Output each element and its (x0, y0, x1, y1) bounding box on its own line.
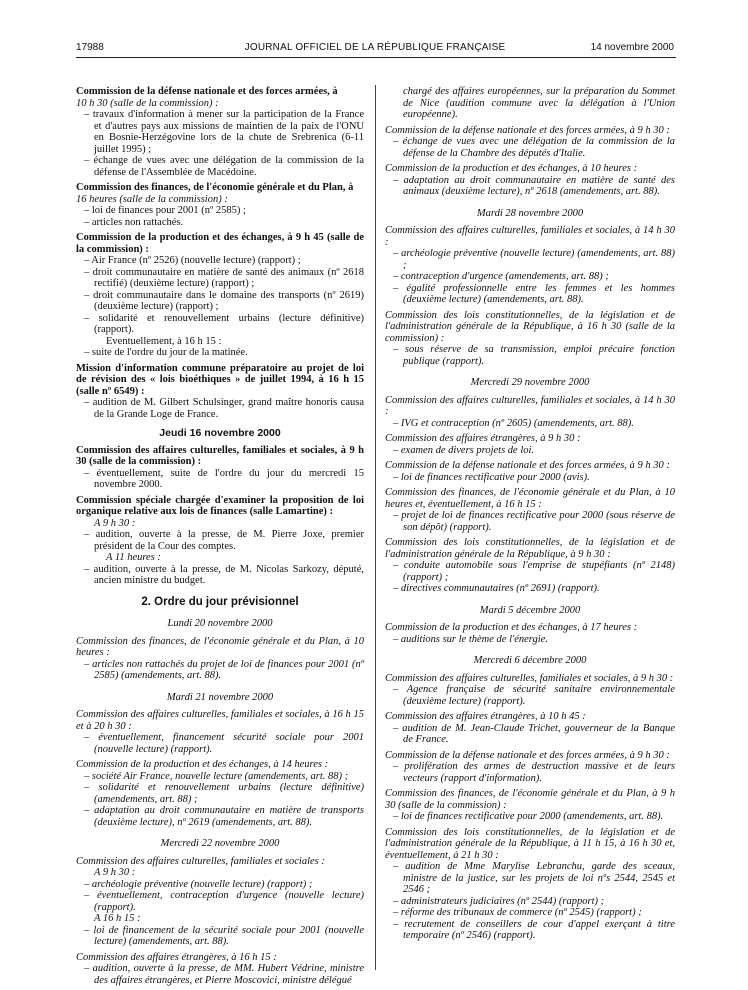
agenda-item: – directives communautaires (nº 2691) (rapport). (393, 583, 600, 594)
agenda-block (385, 788, 675, 823)
agenda-block (76, 856, 364, 948)
agenda-item-continued: chargé des affaires européennes, sur la préparation du Sommet de Nice (audition commune avec la délégation à l'Union européenne). (403, 86, 675, 120)
agenda-heading: Commission des finances, de l'économie générale et du Plan, à (76, 182, 354, 193)
agenda-block (385, 673, 675, 708)
agenda-time: A 9 h 30 : (94, 867, 136, 878)
agenda-block (385, 225, 675, 306)
agenda-heading: Commission des finances, de l'économie générale et du Plan, à 10 heures : (76, 635, 364, 658)
agenda-item: – solidarité et renouvellement urbains (lecture définitive) (rapport). (84, 312, 364, 335)
agenda-time: A 9 h 30 : (94, 517, 136, 529)
agenda-block (76, 86, 364, 178)
agenda-heading: Commission de la défense nationale et des forces armées, à 9 h 30 : (385, 749, 670, 761)
agenda-block (385, 487, 675, 533)
agenda-block (385, 460, 675, 483)
agenda-heading: Commission des affaires étrangères, à 10 h 45 : (385, 711, 586, 722)
agenda-item: – solidarité et renouvellement urbains (lecture définitive) (amendements, art. 88) ; (84, 782, 364, 805)
agenda-item: – société Air France, nouvelle lecture (amendements, art. 88) ; (84, 770, 349, 782)
agenda-block (385, 433, 675, 456)
agenda-heading: Commission de la défense nationale et des forces armées, à 9 h 30 : (385, 124, 670, 136)
agenda-heading: Commission des affaires culturelles, familiales et sociales, à 9 h 30 : (385, 672, 674, 684)
agenda-heading: Commission de la production et des échanges, à 10 heures : (385, 163, 638, 174)
agenda-item: – archéologie préventive (nouvelle lecture) (amendements, art. 88) ; (393, 248, 675, 271)
agenda-item: – contraception d'urgence (amendements, art. 88) ; (393, 271, 609, 282)
agenda-item: – égalité professionnelle entre les femmes et les hommes (deuxième lecture) (amendements, art. 88). (393, 282, 675, 305)
agenda-item: – conduite automobile sous l'emprise de stupéfiants (nº 2148) (rapport) ; (393, 560, 675, 583)
agenda-item: – audition de M. Gilbert Schulsinger, grand maître honoris causa de la Grande Loge de France. (84, 397, 364, 420)
running-header (76, 42, 674, 56)
agenda-item: – archéologie préventive (nouvelle lecture) (rapport) ; (84, 878, 313, 890)
agenda-item: – administrateurs judiciaires (nº 2544) (rapport) ; (393, 895, 605, 907)
agenda-item: – IVG et contraception (nº 2605) (amendements, art. 88). (393, 417, 634, 429)
agenda-item: – éventuellement, suite de l'ordre du jour du mercredi 15 novembre 2000. (84, 467, 364, 490)
day-heading: Mercredi 6 décembre 2000 (473, 655, 587, 666)
day-heading: Mardi 21 novembre 2000 (166, 691, 274, 703)
left-column (76, 86, 364, 990)
agenda-item: – Agence française de sécurité sanitaire environnementale (deuxième lecture) (rapport). (393, 684, 675, 707)
agenda-time: Eventuellement, à 16 h 15 : (106, 335, 222, 347)
agenda-item: – Air France (nº 2526) (nouvelle lecture) (rapport) ; (84, 255, 301, 266)
agenda-heading: Commission des lois constitutionnelles, de la législation et de l'administration générale de la République, à 9 h 30 : (385, 537, 675, 560)
agenda-item: – audition, ouverte à la presse, de M. Pierre Joxe, premier président de la Cour des comptes. (84, 529, 364, 552)
agenda-block (385, 622, 675, 645)
right-column (385, 86, 675, 946)
journal-title: JOURNAL OFFICIEL DE LA RÉPUBLIQUE FRANÇAISE (244, 42, 506, 53)
page-number: 17988 (76, 42, 104, 53)
agenda-heading: Commission des affaires culturelles, familiales et sociales, à 14 h 30 : (385, 225, 675, 248)
agenda-block (76, 952, 364, 987)
agenda-item: – réforme des tribunaux de commerce (nº 2545) (rapport) ; (393, 907, 642, 918)
agenda-item: – audition de M. Jean-Claude Trichet, gouverneur de la Banque de France. (393, 722, 675, 745)
agenda-heading: Commission des finances, de l'économie générale et du Plan, à 10 heures et, éventuellement, à 16 h 15 : (385, 487, 675, 510)
agenda-block (385, 750, 675, 785)
agenda-item: – articles non rattachés. (84, 216, 184, 228)
agenda-block (76, 182, 364, 228)
agenda-item: – adaptation au droit communautaire en matière de santé des animaux (deuxième lecture), nº 2618 (amendements, art. 88). (393, 174, 675, 197)
agenda-item: – audition de Mme Marylise Lebranchu, garde des sceaux, ministre de la justice, sur les projets de loi nºs 2544, 2545 et 2546 ; (393, 861, 675, 895)
agenda-block (385, 827, 675, 942)
agenda-item: – loi de finances rectificative pour 2000 (avis). (393, 471, 590, 483)
agenda-item: – audition, ouverte à la presse, de M. Nicolas Sarkozy, député, ancien ministre du budget. (84, 563, 364, 586)
agenda-item: – loi de finances pour 2001 (nº 2585) ; (84, 205, 246, 216)
issue-date: 14 novembre 2000 (590, 42, 674, 53)
agenda-block (385, 711, 675, 746)
agenda-time: A 11 heures : (106, 552, 161, 563)
agenda-heading: Commission de la défense nationale et des forces armées, à (76, 86, 338, 97)
agenda-time: A 16 h 15 : (94, 913, 141, 924)
agenda-block (385, 125, 675, 160)
agenda-heading: Commission des lois constitutionnelles, de la législation et de l'administration générale de la République, à 11 h 15, à 16 h 30 et, éventuellement, à 21 h 30 : (385, 826, 675, 861)
agenda-heading: Commission de la production et des échanges, à 9 h 45 (salle de la commission) : (76, 232, 364, 255)
agenda-item: – prolifération des armes de destruction massive et de leurs vecteurs (rapport d'information). (393, 761, 675, 784)
agenda-item: – échange de vues avec une délégation de la commission de la défense de l'Assemblée de Macédoine. (84, 155, 364, 178)
column-divider (375, 85, 376, 970)
section-title: 2. Ordre du jour prévisionnel (141, 595, 299, 608)
agenda-heading: Commission des affaires culturelles, familiales et sociales : (76, 855, 325, 867)
agenda-item: – examen de divers projets de loi. (393, 444, 535, 456)
agenda-time: 16 heures (salle de la commission) : (76, 193, 228, 205)
agenda-block (76, 495, 364, 587)
agenda-heading: Commission des affaires étrangères, à 9 h 30 : (385, 433, 581, 444)
agenda-heading: Commission des affaires culturelles, familiales et sociales, à 14 h 30 : (385, 394, 675, 417)
agenda-item: – articles non rattachés du projet de loi de finances pour 2001 (nº 2585) (amendements, art. 88). (84, 658, 364, 681)
agenda-item: – échange de vues avec une délégation de la commission de la défense de la Chambre des députés d'Italie. (393, 136, 675, 159)
agenda-block (385, 163, 675, 198)
agenda-block (76, 363, 364, 421)
agenda-item: – audition, ouverte à la presse, de MM. Hubert Védrine, ministre des affaires étrangères, et Pierre Moscovici, ministre délégué (84, 963, 364, 986)
agenda-block (385, 395, 675, 430)
agenda-heading: Commission des affaires culturelles, familiales et sociales, à 16 h 15 et à 20 h 30 : (76, 709, 364, 732)
agenda-block (385, 310, 675, 368)
agenda-item: – auditions sur le thème de l'énergie. (393, 633, 548, 645)
agenda-block (76, 759, 364, 828)
header-rule (76, 57, 676, 58)
agenda-block (76, 636, 364, 682)
agenda-item: – éventuellement, contraception d'urgence (nouvelle lecture) (rapport). (84, 890, 364, 913)
agenda-heading: Commission de la production et des échanges, à 14 heures : (76, 759, 329, 770)
day-heading: Jeudi 16 novembre 2000 (159, 427, 281, 439)
agenda-time: 10 h 30 (salle de la commission) : (76, 97, 219, 109)
agenda-block (76, 232, 364, 359)
agenda-item: – travaux d'information à mener sur la participation de la France et d'autres pays aux missions de maintien de la paix de l'ONU en Bosnie-Herzégovine lors de la chute de Srebrenica (6-11 juillet 1995) ; (84, 109, 364, 155)
day-heading: Mercredi 22 novembre 2000 (160, 838, 280, 849)
agenda-item: – loi de financement de la sécurité sociale pour 2001 (nouvelle lecture) (amendements, art. 88). (84, 924, 364, 947)
agenda-heading: Commission de la défense nationale et des forces armées, à 9 h 30 : (385, 460, 670, 471)
agenda-block (385, 537, 675, 595)
agenda-heading: Commission des finances, de l'économie générale et du Plan, à 9 h 30 (salle de la commission) : (385, 788, 675, 811)
agenda-item: – adaptation au droit communautaire en matière de transports (deuxième lecture), nº 2619 (amendements, art. 88). (84, 805, 364, 828)
agenda-item: – sous réserve de sa transmission, emploi précaire fonction publique (rapport). (393, 344, 675, 367)
agenda-item: – loi de finances rectificative pour 2000 (amendements, art. 88). (393, 811, 664, 822)
agenda-heading: Mission d'information commune préparatoire au projet de loi de révision des « lois bioéthiques » de juillet 1994, à 16 h 15 (salle nº 6549) : (76, 362, 364, 397)
agenda-heading: Commission de la production et des échanges, à 17 heures : (385, 622, 638, 633)
day-heading: Lundi 20 novembre 2000 (167, 618, 273, 629)
agenda-heading: Commission spéciale chargée d'examiner la proposition de loi organique relative aux lois de finances (salle Lamartine) : (76, 494, 364, 517)
agenda-heading: Commission des lois constitutionnelles, de la législation et de l'administration générale de la République, à 16 h 30 (salle de la commission) : (385, 309, 675, 344)
agenda-heading: Commission des affaires étrangères, à 16 h 15 : (76, 951, 277, 963)
agenda-block (76, 709, 364, 755)
agenda-heading: Commission des affaires culturelles, familiales et sociales, à 9 h 30 (salle de la commission) : (76, 444, 364, 467)
day-heading: Mardi 28 novembre 2000 (476, 207, 584, 219)
agenda-block (76, 445, 364, 491)
agenda-item: – projet de loi de finances rectificative pour 2000 (sous réserve de son dépôt) (rapport). (393, 510, 675, 533)
day-heading: Mercredi 29 novembre 2000 (470, 377, 590, 388)
day-heading: Mardi 5 décembre 2000 (479, 604, 581, 616)
agenda-item: – recrutement de conseillers de cour d'appel exerçant à titre temporaire (nº 2546) (rapport). (393, 918, 675, 941)
agenda-item: – éventuellement, financement sécurité sociale pour 2001 (nouvelle lecture) (rapport). (84, 732, 364, 755)
agenda-item: – droit communautaire dans le domaine des transports (nº 2619) (deuxième lecture) (rapport) ; (84, 289, 364, 312)
agenda-item: – suite de l'ordre du jour de la matinée. (84, 347, 248, 358)
agenda-item: – droit communautaire en matière de santé des animaux (nº 2618 rectifié) (deuxième lecture) (rapport) ; (84, 266, 364, 289)
